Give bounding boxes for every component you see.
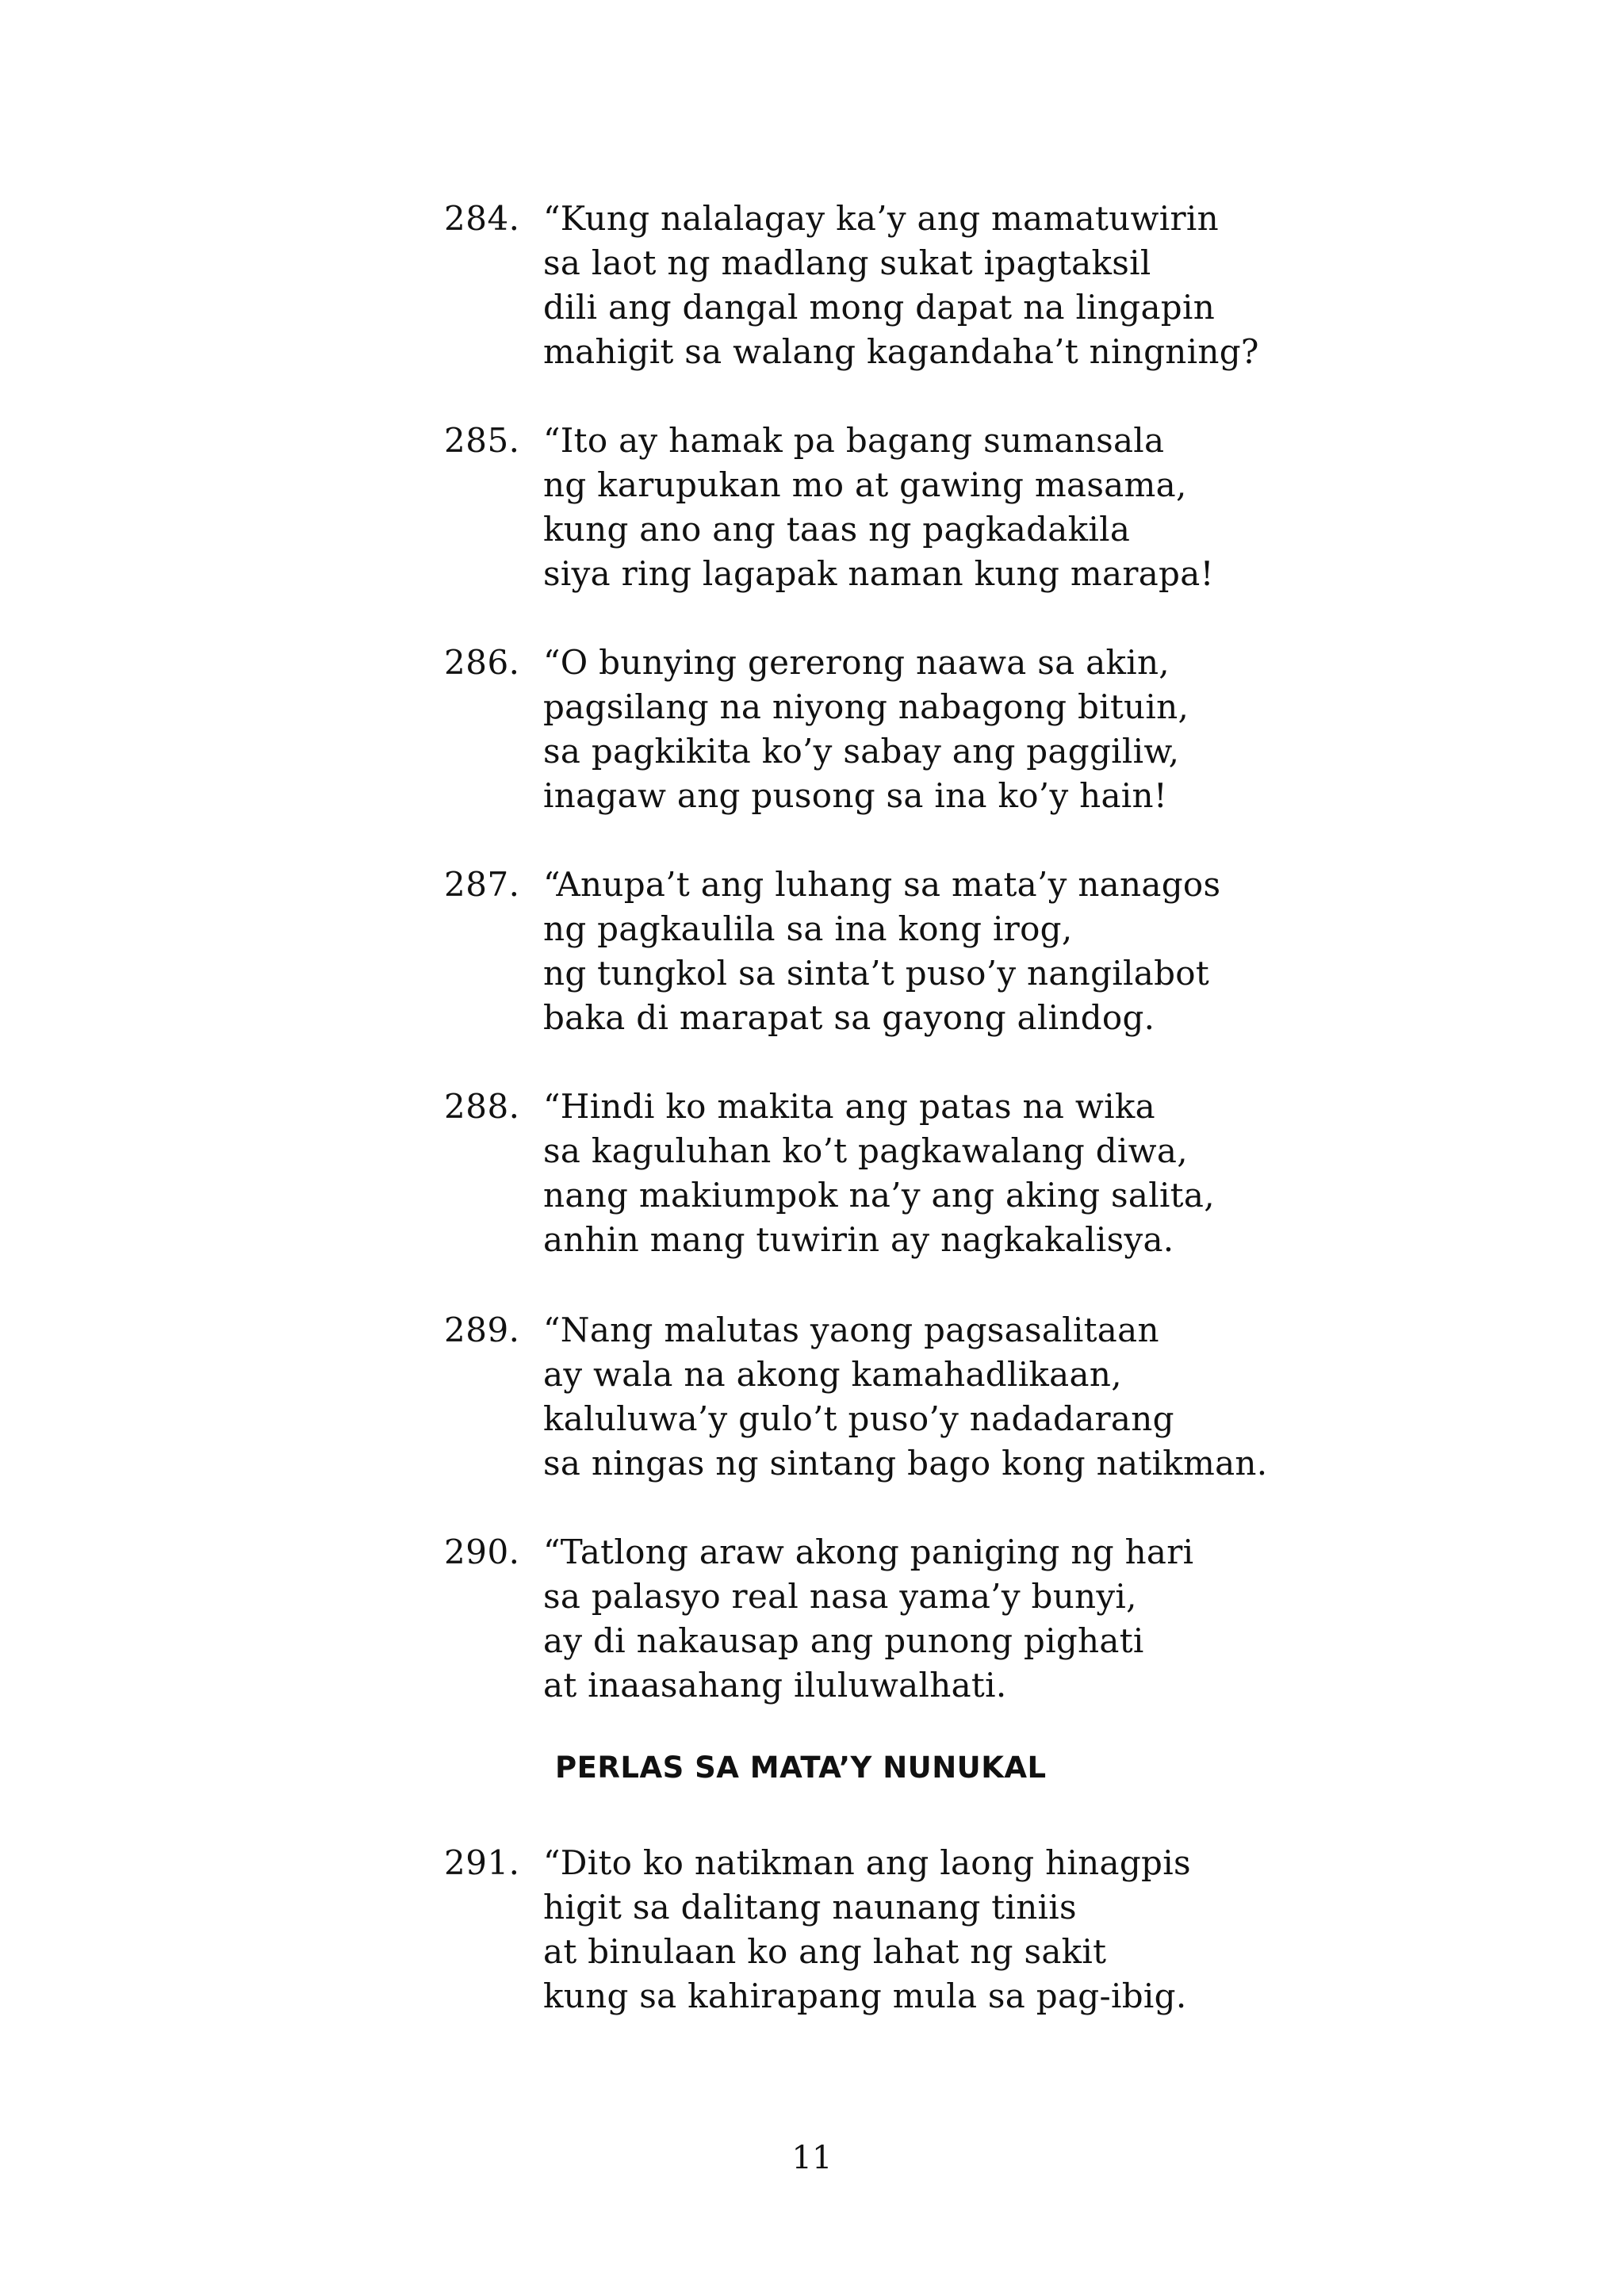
section-heading: PERLAS SA MATA’Y NUNUKAL xyxy=(555,1751,1047,1785)
verse-line: “Dito ko natikman ang laong hinagpis xyxy=(543,1843,1191,1882)
stanza-lines xyxy=(543,419,1214,596)
stanza-number: 290. xyxy=(444,1533,520,1571)
verse-line: higit sa dalitang naunang tiniis xyxy=(543,1888,1077,1927)
stanza-number: 286. xyxy=(444,643,520,682)
verse-line: nang makiumpok na’y ang aking salita, xyxy=(543,1176,1215,1215)
verse-line: kaluluwa’y gulo’t puso’y nadadarang xyxy=(543,1399,1174,1438)
verse-line: mahigit sa walang kagandaha’t ningning? xyxy=(543,332,1259,371)
stanza-number: 288. xyxy=(444,1087,520,1126)
verse-line: ng karupukan mo at gawing masama, xyxy=(543,465,1187,504)
verse-line: siya ring lagapak naman kung marapa! xyxy=(543,554,1214,593)
stanza-number: 284. xyxy=(444,199,520,238)
verse-line: inagaw ang pusong sa ina ko’y hain! xyxy=(543,776,1168,815)
verse-line: pagsilang na niyong nabagong bituin, xyxy=(543,687,1189,726)
page-number: 11 xyxy=(791,2140,833,2176)
stanza-number: 287. xyxy=(444,865,520,904)
verse-line: ay di nakausap ang punong pighati xyxy=(543,1621,1144,1660)
stanza-number: 291. xyxy=(444,1843,520,1882)
stanza-lines xyxy=(543,1085,1215,1262)
verse-line: “Anupa’t ang luhang sa mata’y nanagos xyxy=(543,865,1221,904)
verse-line: at binulaan ko ang lahat ng sakit xyxy=(543,1932,1107,1971)
verse-line: ng pagkaulila sa ina kong irog, xyxy=(543,909,1073,948)
verse-line: kung sa kahirapang mula sa pag-ibig. xyxy=(543,1976,1187,2015)
stanza-lines xyxy=(543,641,1189,818)
verse-line: sa ningas ng sintang bago kong natikman. xyxy=(543,1444,1268,1483)
verse-line: dili ang dangal mong dapat na lingapin xyxy=(543,288,1216,327)
verse-line: sa kaguluhan ko’t pagkawalang diwa, xyxy=(543,1131,1188,1170)
stanza-number: 285. xyxy=(444,421,520,460)
verse-line: sa pagkikita ko’y sabay ang paggiliw, xyxy=(543,732,1180,771)
verse-line: “Ito ay hamak pa bagang sumansala xyxy=(543,421,1165,460)
verse-line: at inaasahang iluluwalhati. xyxy=(543,1666,1007,1705)
verse-line: “O bunying gererong naawa sa akin, xyxy=(543,643,1170,682)
verse-line: “Hindi ko makita ang patas na wika xyxy=(543,1087,1155,1126)
verse-line: ng tungkol sa sinta’t puso’y nangilabot xyxy=(543,954,1210,993)
verse-line: baka di marapat sa gayong alindog. xyxy=(543,998,1155,1037)
verse-line: “Tatlong araw akong paniging ng hari xyxy=(543,1533,1194,1571)
stanza-lines xyxy=(543,863,1220,1040)
stanza-number: 289. xyxy=(444,1311,520,1349)
stanza-lines xyxy=(543,1841,1191,2019)
verse-line: ay wala na akong kamahadlikaan, xyxy=(543,1355,1122,1394)
verse-line: sa palasyo real nasa yama’y bunyi, xyxy=(543,1577,1137,1616)
verse-line: sa laot ng madlang sukat ipagtaksil xyxy=(543,243,1151,282)
verse-line: anhin mang tuwirin ay nagkakalisya. xyxy=(543,1220,1174,1259)
stanza-lines xyxy=(543,1308,1267,1486)
verse-line: “Nang malutas yaong pagsasalitaan xyxy=(543,1311,1159,1349)
stanza-lines xyxy=(543,1530,1193,1708)
stanza-lines xyxy=(543,197,1259,374)
verse-line: “Kung nalalagay ka’y ang mamatuwirin xyxy=(543,199,1219,238)
verse-line: kung ano ang taas ng pagkadakila xyxy=(543,510,1131,549)
